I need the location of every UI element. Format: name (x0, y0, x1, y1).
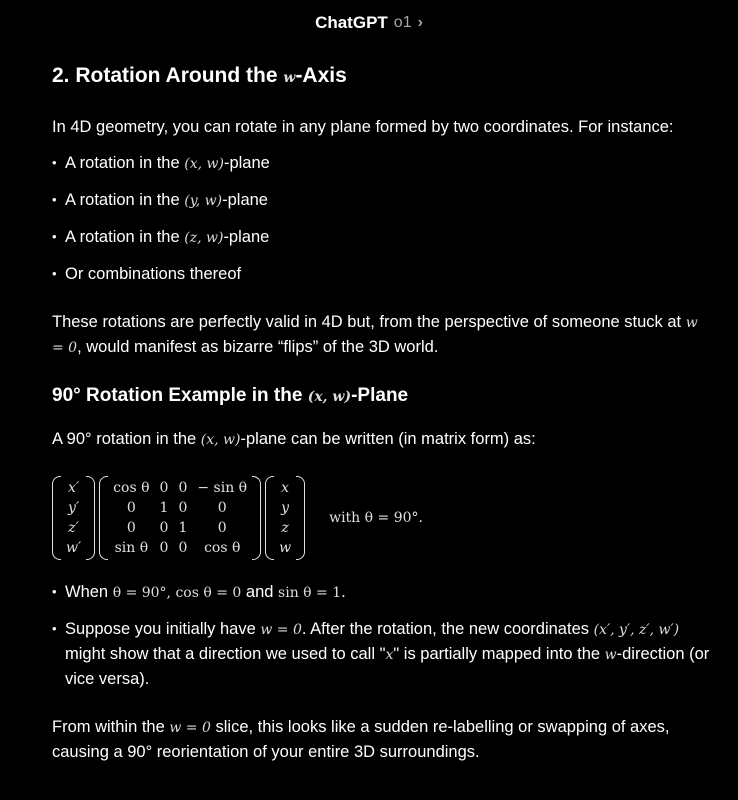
app-name: ChatGPT (315, 13, 388, 32)
closing-paragraph: From within the w = 0 slice, this looks like a sudden re-labelling or swapping of axes, causing a 90° reorientation of your entire 3D surroundings. (52, 717, 670, 761)
consequence-list (52, 580, 712, 691)
example-intro: A 90° rotation in the (x, w)-plane can be written (in matrix form) as: (52, 429, 536, 448)
list-item: • A rotation in the (x, w)-plane (52, 151, 712, 176)
list-item: • A rotation in the (y, w)-plane (52, 188, 712, 213)
message-content (52, 62, 712, 764)
rotation-matrix: cos θ 0 0 − sin θ 0 1 0 0 0 0 1 0 sin θ 0 0 cos θ (99, 476, 261, 560)
lhs-vector: x′ y′ z′ w′ (52, 476, 95, 560)
list-item: • A rotation in the (z, w)-plane (52, 225, 712, 250)
top-bar (0, 0, 738, 46)
chevron-right-icon: › (417, 14, 423, 31)
list-item: • Or combinations thereof (52, 262, 712, 286)
rotation-equation (52, 476, 712, 560)
rotations-paragraph: These rotations are perfectly valid in 4D but, from the perspective of someone stuck at w = 0, would manifest as bizarre “flips” of the 3D world. (52, 313, 698, 357)
list-item: • When θ = 90°, cos θ = 0 and sin θ = 1. (52, 580, 712, 605)
section-heading: 2. Rotation Around the w-Axis (52, 64, 347, 87)
list-item: • Suppose you initially have w = 0. After the rotation, the new coordinates (x′, y′, z′, w′) might show that a direction we used to call "x" is partially mapped into the w-direction (or vice versa). (52, 617, 712, 691)
intro-paragraph: In 4D geometry, you can rotate in any plane formed by two coordinates. For instance: (52, 118, 674, 137)
rhs-vector: x y z w (265, 476, 305, 560)
model-selector[interactable] (315, 13, 423, 33)
rotation-plane-list (52, 151, 712, 286)
model-name: o1 (393, 14, 412, 31)
example-heading: 90° Rotation Example in the (x, w)-Plane (52, 385, 409, 407)
theta-condition: with θ = 90°. (329, 509, 423, 526)
